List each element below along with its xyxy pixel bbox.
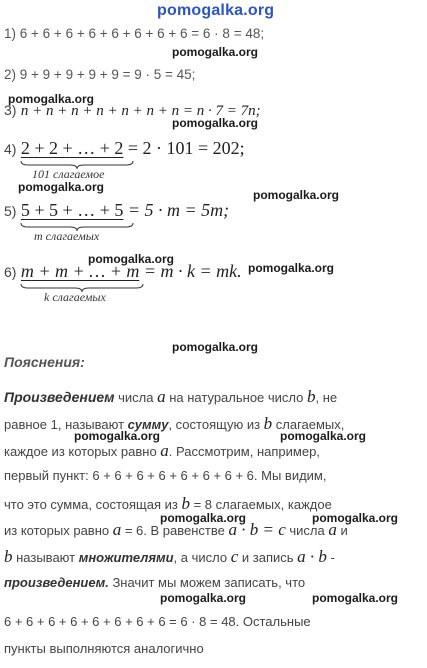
item-label: 3): [4, 102, 17, 118]
para-line-5: что это сумма, состоящая из b = 8 слагаемых, каждое: [4, 494, 332, 513]
item-label: 6): [4, 264, 17, 280]
watermark: pomogalka.org: [160, 591, 247, 605]
item-2: [4, 67, 195, 82]
item-5: [4, 200, 229, 221]
item-result: = 2 · 101 = 202;: [123, 138, 245, 158]
para-line-10: пункты выполняются аналогично: [4, 641, 204, 656]
watermark: pomogalka.org: [280, 429, 367, 443]
para-line-1: Произведением числа a на натуральное число b, не: [4, 387, 338, 406]
watermark: pomogalka.org: [312, 591, 399, 605]
site-brand[interactable]: pomogalka.org: [157, 2, 275, 19]
item-label: 1): [4, 26, 17, 41]
watermark: pomogalka.org: [74, 429, 161, 443]
item-4: [4, 138, 245, 159]
item-text: n + n + n + n + n + n + n = n · 7 = 7n;: [20, 103, 261, 119]
watermark: pomogalka.org: [172, 340, 259, 354]
item-6: [4, 261, 242, 282]
brace-sum: m + m + … + m: [20, 261, 140, 281]
para-line-7: b называют множителями, а число c и запись a · b -: [4, 547, 335, 566]
para-line-8: произведением. Значит мы можем записать, что: [4, 575, 306, 590]
brace-label: k слагаемых: [44, 290, 106, 304]
brace-label: 101 слагаемое: [32, 167, 105, 181]
item-result: = 5 · m = 5m;: [123, 200, 230, 220]
watermark: pomogalka.org: [8, 92, 95, 106]
watermark: pomogalka.org: [172, 116, 259, 130]
para-line-2: равное 1, называют сумму, состоящую из b слагаемых,: [4, 414, 345, 433]
watermark: pomogalka.org: [253, 188, 340, 202]
para-line-6: из которых равно a = 6. В равенстве a · b = c числа a и: [4, 520, 348, 539]
item-1: [4, 26, 264, 41]
watermark: pomogalka.org: [160, 511, 247, 525]
brace-label: m слагаемых: [34, 229, 100, 243]
item-label: 2): [4, 67, 17, 82]
item-text: 9 + 9 + 9 + 9 + 9 = 9 · 5 = 45;: [19, 67, 196, 82]
watermark: pomogalka.org: [18, 180, 105, 194]
item-label: 5): [4, 203, 17, 219]
para-line-3: каждое из которых равно a. Рассмотрим, например,: [4, 441, 320, 460]
brace-sum: 2 + 2 + … + 2: [20, 138, 124, 158]
para-line-9: 6 + 6 + 6 + 6 + 6 + 6 + 6 + 6 = 6 · 8 = 48. Остальные: [4, 614, 311, 629]
brace-sum: 5 + 5 + … + 5: [20, 200, 124, 220]
item-label: 4): [4, 141, 17, 157]
watermark: pomogalka.org: [248, 261, 335, 275]
para-line-4: первый пункт: 6 + 6 + 6 + 6 + 6 + 6 + 6 + 6. Мы видим,: [4, 468, 327, 483]
watermark: pomogalka.org: [312, 511, 399, 525]
item-result: = m · k = mk.: [139, 261, 242, 281]
explanation-heading: Пояснения:: [4, 354, 85, 370]
item-text: 6 + 6 + 6 + 6 + 6 + 6 + 6 + 6 = 6 · 8 = 48;: [19, 26, 265, 41]
watermark: pomogalka.org: [172, 45, 259, 59]
watermark: pomogalka.org: [88, 252, 175, 266]
